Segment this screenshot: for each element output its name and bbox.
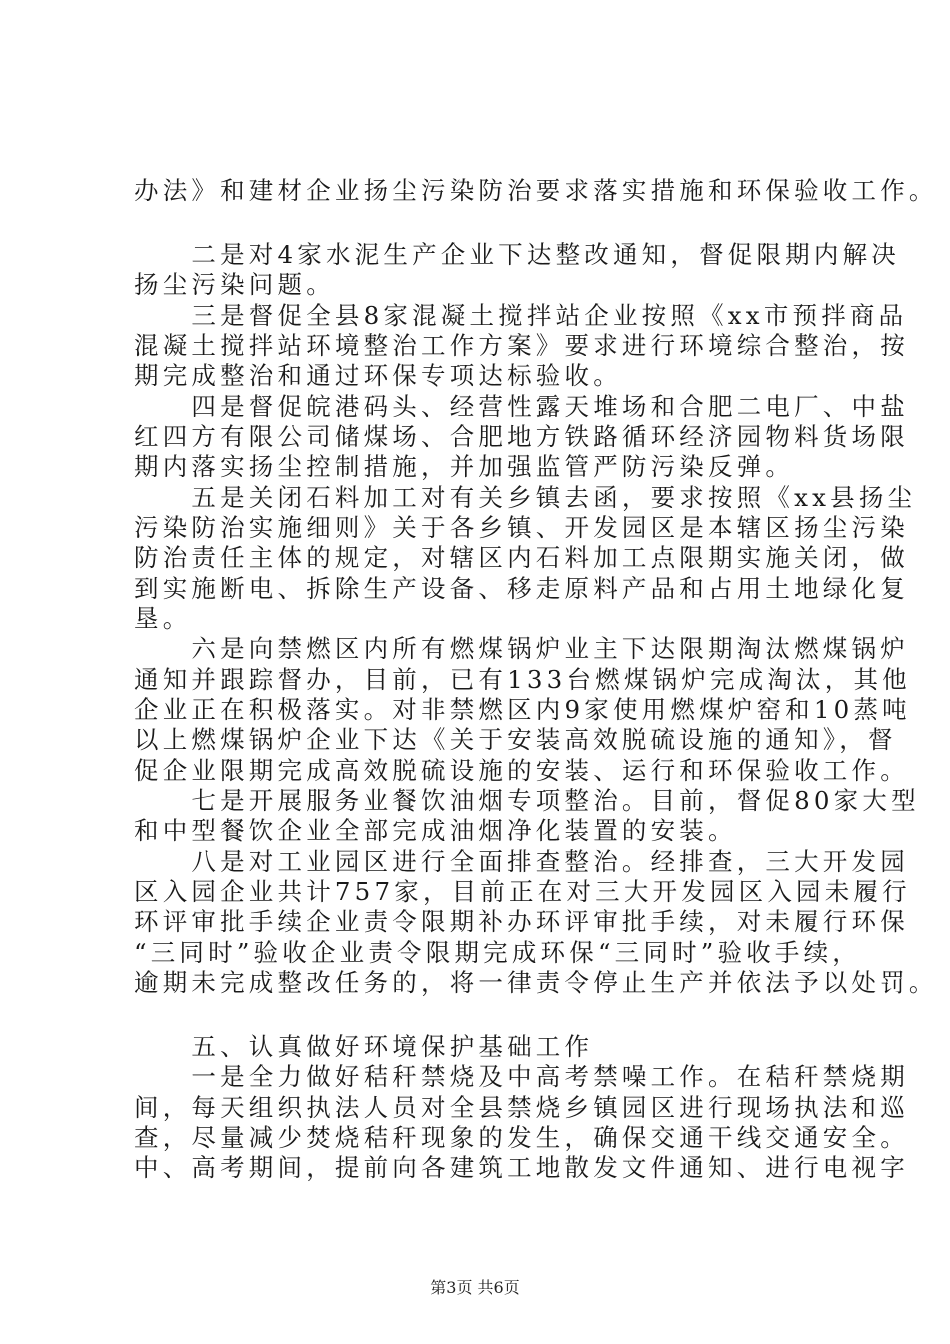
section-heading: 五、认真做好环境保护基础工作 [134,1032,594,1061]
text-line: 二是对4家水泥生产企业下达整改通知，督促限期内解决 [134,240,900,269]
text-line: 查，尽量减少焚烧秸秆现象的发生，确保交通干线交通安全。 [134,1123,909,1152]
text-line: 一是全力做好秸秆禁烧及中高考禁噪工作。在秸秆禁烧期 [134,1062,909,1091]
text-line: 期完成整治和通过环保专项达标验收。 [134,361,622,390]
text-line: 和中型餐饮企业全部完成油烟净化装置的安装。 [134,816,737,845]
text-line: 期内落实扬尘控制措施，并加强监管严防污染反弹。 [134,452,795,481]
text-line: 以上燃煤锅炉企业下达《关于安装高效脱硫设施的通知》，督 [134,725,897,754]
text-line: 四是督促皖港码头、经营性露天堆场和合肥二电厂、中盐 [134,392,909,421]
text-line: 混凝土搅拌站环境整治工作方案》要求进行环境综合整治，按 [134,331,909,360]
text-line: 逾期未完成整改任务的，将一律责令停止生产并依法予以处罚。 [134,968,938,997]
text-line: 环评审批手续企业责令限期补办环评审批手续，对未履行环保 [134,907,909,936]
text-line: 企业正在积极落实。对非禁燃区内9家使用燃煤炉窑和10蒸吨 [134,695,911,724]
text-line: 防治责任主体的规定，对辖区内石料加工点限期实施关闭，做 [134,543,909,572]
text-line: 六是向禁燃区内所有燃煤锅炉业主下达限期淘汰燃煤锅炉 [134,634,909,663]
text-line: 八是对工业园区进行全面排查整治。经排查，三大开发园 [134,847,909,876]
text-line: 扬尘污染问题。 [134,270,335,299]
text-line: 中、高考期间，提前向各建筑工地散发文件通知、进行电视字 [134,1153,909,1182]
text-line: 通知并跟踪督办，目前，已有133台燃煤锅炉完成淘汰，其他 [134,665,911,694]
text-line: 间，每天组织执法人员对全县禁烧乡镇园区进行现场执法和巡 [134,1093,909,1122]
text-line: 三是督促全县8家混凝土搅拌站企业按照《xx市预拌商品 [134,301,908,330]
text-line: 办法》和建材企业扬尘污染防治要求落实措施和环保验收工作。 [134,176,938,205]
text-line: 垦。 [134,604,192,633]
page-footer: 第3页 共6页 [430,1278,520,1297]
text-line: 五是关闭石料加工对有关乡镇去函，要求按照《xx县扬尘 [134,483,917,512]
text-line: “三同时”验收企业责令限期完成环保“三同时”验收手续， [134,938,861,967]
text-line: 到实施断电、拆除生产设备、移走原料产品和占用土地绿化复 [134,574,909,603]
text-line: 促企业限期完成高效脱硫设施的安装、运行和环保验收工作。 [134,756,909,785]
text-line: 七是开展服务业餐饮油烟专项整治。目前，督促80家大型 [134,786,920,815]
text-line: 区入园企业共计757家，目前正在对三大开发园区入园未履行 [134,877,911,906]
text-line: 红四方有限公司储煤场、合肥地方铁路循环经济园物料货场限 [134,422,909,451]
text-line: 污染防治实施细则》关于各乡镇、开发园区是本辖区扬尘污染 [134,513,909,542]
